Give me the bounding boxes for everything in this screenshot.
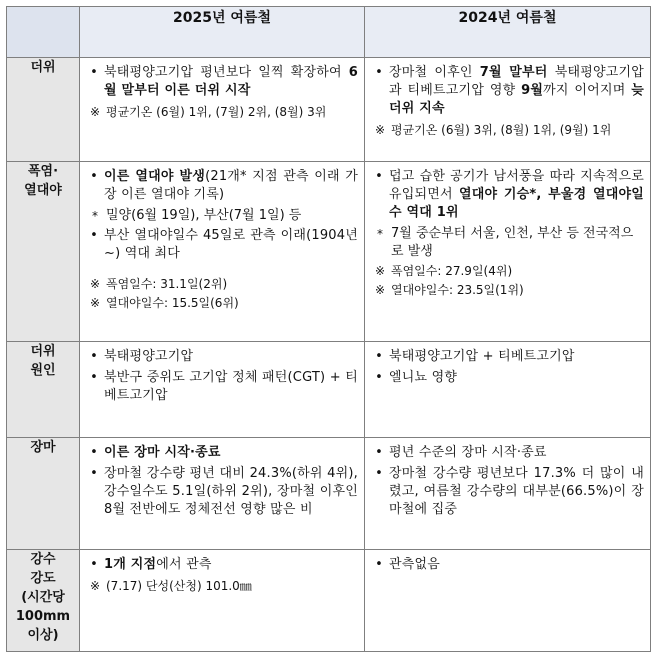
note-item: ※ 평균기온 (6월) 3위, (8월) 1위, (9월) 1위 bbox=[374, 123, 612, 137]
cell-monsoon-2024 bbox=[365, 438, 651, 550]
row-heat bbox=[7, 58, 651, 162]
list-item: • 평년 수준의 장마 시작·종료 bbox=[375, 445, 547, 460]
row-label-cause: 더위 원인 bbox=[7, 342, 80, 438]
cell-heatwave-2024 bbox=[365, 162, 651, 342]
list-item: • 이른 열대야 발생(21개* 지점 관측 이래 가장 이른 열대야 기록) bbox=[90, 169, 358, 202]
row-monsoon bbox=[7, 438, 651, 550]
cell-heat-2025 bbox=[80, 58, 365, 162]
note-item: ※ 열대야일수: 23.5일(1위) bbox=[374, 283, 524, 297]
list-item: • 1개 지점에서 관측 bbox=[90, 557, 212, 572]
list-item: • 관측없음 bbox=[375, 557, 441, 572]
list-item: • 이른 장마 시작·종료 bbox=[90, 445, 221, 460]
row-cause bbox=[7, 342, 651, 438]
note-item: ※ (7.17) 단성(산청) 101.0㎜ bbox=[89, 579, 252, 593]
row-label-heatwave: 폭염· 열대야 bbox=[7, 162, 80, 342]
list-item: • 북태평양고기압 + 티베트고기압 bbox=[375, 349, 575, 364]
note-item: ※ 평균기온 (6월) 1위, (7월) 2위, (8월) 3위 bbox=[89, 105, 327, 119]
row-label-heat: 더위 bbox=[7, 58, 80, 162]
sub-note: * 7월 중순부터 서울, 인천, 부산 등 전국적으로 발생 bbox=[377, 226, 634, 259]
cell-heat-2024 bbox=[365, 58, 651, 162]
header-row bbox=[7, 7, 651, 58]
list-item: • 엘니뇨 영향 bbox=[375, 370, 458, 385]
cell-monsoon-2025 bbox=[80, 438, 365, 550]
header-2024: 2024년 여름철 bbox=[365, 7, 651, 58]
list-item: • 장마철 이후인 7월 말부터 북태평양고기압과 티베트고기압 영향 9월까지 이어지며 늦더위 지속 bbox=[375, 65, 644, 116]
cell-rain-2025 bbox=[80, 550, 365, 652]
row-label-monsoon: 장마 bbox=[7, 438, 80, 550]
cell-heatwave-2025 bbox=[80, 162, 365, 342]
row-heatwave bbox=[7, 162, 651, 342]
note-item: ※ 열대야일수: 15.5일(6위) bbox=[89, 296, 239, 310]
cell-rain-2024 bbox=[365, 550, 651, 652]
sub-note: * 밀양(6월 19일), 부산(7월 1일) 등 bbox=[92, 208, 302, 223]
list-item: • 장마철 강수량 평년 대비 24.3%(하위 4위), 강수일수도 5.1일(하위 2위), 장마철 이후인 8월 전반에도 정체전선 영향 많은 비 bbox=[90, 466, 358, 517]
row-rain-intensity bbox=[7, 550, 651, 652]
list-item: • 북반구 중위도 고기압 정체 패턴(CGT) + 티베트고기압 bbox=[90, 370, 358, 403]
bullet-marker: • bbox=[90, 65, 98, 80]
row-label-rain-intensity: 강수 강도 (시간당 100mm 이상) bbox=[7, 550, 80, 652]
corner-cell bbox=[7, 7, 80, 58]
cell-cause-2024 bbox=[365, 342, 651, 438]
list-item: • 장마철 강수량 평년보다 17.3% 더 많이 내렸고, 여름철 강수량의 대부분(66.5%)이 장마철에 집중 bbox=[375, 466, 644, 517]
cell-cause-2025 bbox=[80, 342, 365, 438]
list-item: • 덥고 습한 공기가 남서풍을 따라 지속적으로 유입되면서 열대야 기승*, 부울경 열대야일수 역대 1위 bbox=[375, 169, 645, 220]
list-item: • 부산 열대야일수 45일로 관측 이래(1904년~) 역대 최다 bbox=[90, 228, 358, 261]
note-item: ※ 폭염일수: 27.9일(4위) bbox=[374, 264, 513, 278]
summer-comparison-table bbox=[6, 6, 651, 652]
note-item: ※ 폭염일수: 31.1일(2위) bbox=[89, 277, 228, 291]
header-2025: 2025년 여름철 bbox=[80, 7, 365, 58]
list-item: • 북태평양고기압 평년보다 일찍 확장하여 6월 말부터 이른 더위 시작 bbox=[84, 64, 358, 100]
list-item: • 북태평양고기압 bbox=[90, 349, 194, 364]
